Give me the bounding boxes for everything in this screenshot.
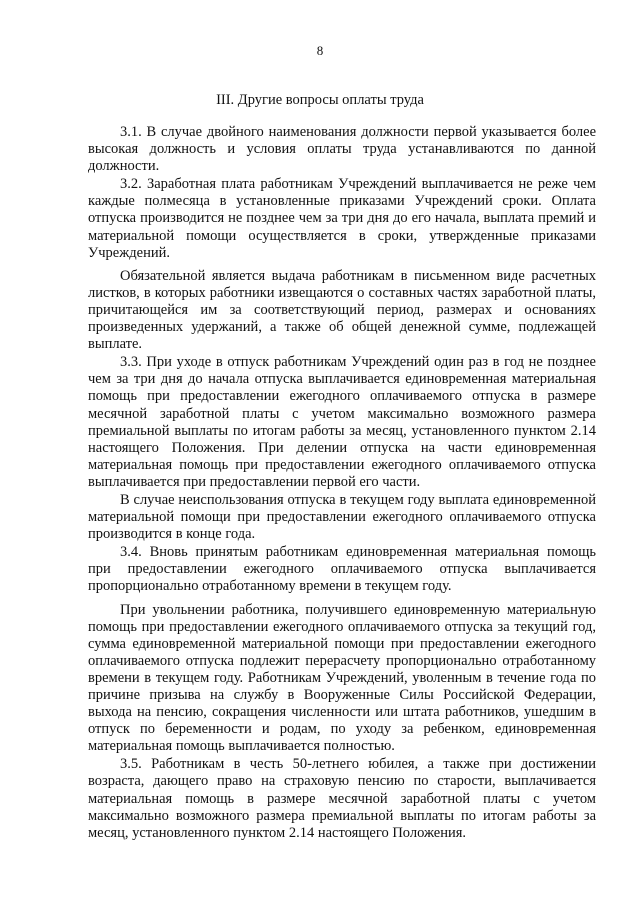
paragraph-dismissal: При увольнении работника, получившего единовременную материальную помощь при предоставлении ежегодного оплачиваемого отпуска за текущий год, сумма единовременной материальной помощи при предоставлении ежегодного оплачиваемого отпуска подлежит перерасчету пропорционально отработанному времени в текущем году. Работникам Учреждений, уволенным в течение года по причине призыва на службу в Вооруженные Силы Российской Федерации, выхода на пенсию, сокращения численности или штата работников, ушедшим в отпуск по беременности и родам, по уходу за ребенком, единовременная материальная помощь выплачивается полностью.: [88, 601, 596, 755]
paragraph-payslips: Обязательной является выдача работникам в письменном виде расчетных листков, в которых работники извещаются о составных частях заработной платы, причитающейся им за соответствующий период, размерах и основаниях произведенных удержаний, а также об общей денежной сумме, подлежащей выплате.: [88, 267, 596, 353]
paragraph-3-2: 3.2. Заработная плата работникам Учреждений выплачивается не реже чем каждые полмесяца в установленные приказами Учреждений сроки. Оплата отпуска производится не позднее чем за три дня до его начала, выплата премий и материальной помощи осуществляется в сроки, утвержденные приказами Учреждений.: [88, 176, 596, 261]
paragraph-3-3: 3.3. При уходе в отпуск работникам Учреждений один раз в год не позднее чем за три дня до начала отпуска выплачивается единовременная материальная помощь при предоставлении ежегодного оплачиваемого отпуска в размере месячной заработной платы с учетом максимально возможного размера премиальной выплаты по итогам работы за месяц, установленного пунктом 2.14 настоящего Положения. При делении отпуска на части единовременная материальная помощь при предоставлении ежегодного оплачиваемого отпуска выплачивается при предоставлении первой его части.: [88, 354, 596, 490]
paragraph-3-5: 3.5. Работникам в честь 50-летнего юбилея, а также при достижении возраста, дающего право на страховую пенсию по старости, выплачивается материальная помощь в размере месячной заработной платы с учетом максимально возможного размера премиальной выплаты по итогам работы за месяц, установленного пунктом 2.14 настоящего Положения.: [88, 756, 596, 841]
paragraph-3-1: 3.1. В случае двойного наименования должности первой указывается более высокая должность и условия оплаты труда устанавливаются по данной должности.: [88, 124, 596, 175]
paragraph-unused-leave: В случае неиспользования отпуска в текущем году выплата единовременной материальной помощи при предоставлении ежегодного оплачиваемого отпуска производится в конце года.: [88, 491, 596, 543]
document-body: [88, 124, 596, 843]
page-number: 8: [316, 43, 324, 58]
section-title: III. Другие вопросы оплаты труда: [216, 92, 424, 108]
paragraph-3-4: 3.4. Вновь принятым работникам единовременная материальная помощь при предоставлении ежегодного оплачиваемого отпуска выплачивается пропорционально отработанному времени в текущем году.: [88, 544, 596, 595]
